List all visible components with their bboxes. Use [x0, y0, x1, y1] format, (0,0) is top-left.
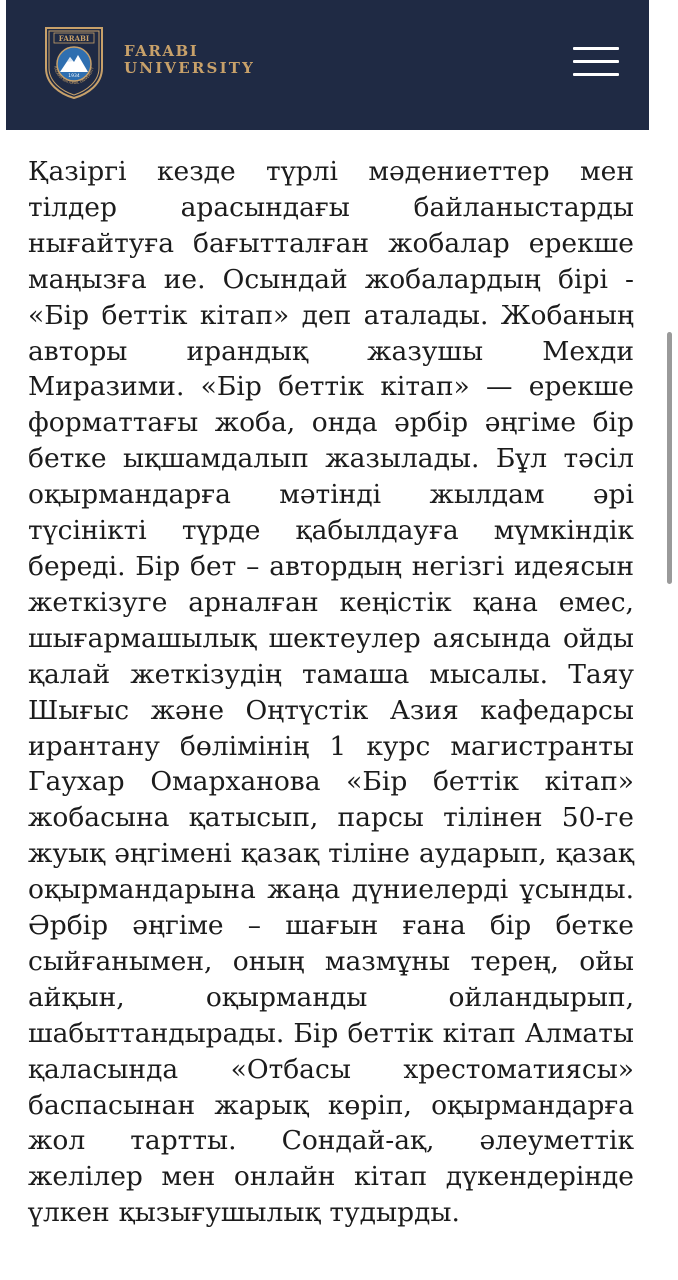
- brand-name[interactable]: [124, 43, 255, 77]
- menu-bar-top: [573, 47, 619, 50]
- brand-line-2: UNIVERSITY: [124, 59, 256, 77]
- menu-bar-middle: [573, 60, 619, 63]
- logo-top-text: FARABI: [58, 34, 90, 43]
- scrollbar-thumb[interactable]: [667, 332, 672, 584]
- brand-line-1: FARABI: [124, 42, 199, 60]
- logo-year: 1934: [68, 74, 80, 79]
- article-body: Қазіргі кезде түрлі мәдениеттер мен тілдер арасындағы байланыстарды нығайтуға бағытталған жобалар ерекше маңызға ие. Осындай жобалардың бірі - «Бір беттік кітап» деп аталады. Жобаның авторы ирандық жазушы Мехди Миразими. «Бір беттік кітап» — ерекше форматтағы жоба, онда әрбір әңгіме бір бетке ықшамдалып жазылады. Бұл тәсіл оқырмандарға мәтінді жылдам әрі түсінікті түрде қабылдауға мүмкіндік береді. Бір бет – автордың негізгі идеясын жеткізуге арналған кеңістік қана емес, шығармашылық шектеулер аясында ойды қалай жеткізудің тамаша мысалы. Таяу Шығыс және Оңтүстік Азия кафедарсы ирантану бөлімінің 1 курс магистранты Гаухар Омарханова «Бір беттік кітап» жобасына қатысып, парсы тілінен 50-ге жуық әңгімені қазақ тіліне аударып, қазақ оқырмандарына жаңа дүниелерді ұсынды. Әрбір әңгіме – шағын ғана бір бетке сыйғанымен, оның мазмұны терең, ойы айқын, оқырманды ойландырып, шабыттандырады. Бір беттік кітап Алматы қаласында «Отбасы хрестоматиясы» баспасынан жарық көріп, оқырмандарға жол тартты. Сондай-ақ, әлеуметтік желілер мен онлайн кітап дүкендерінде үлкен қызығушылық тудырды.: [28, 156, 634, 1229]
- hamburger-menu-icon[interactable]: [573, 45, 619, 79]
- logo-ring-text: KAZAKH NATIONAL UNIVERSITY: [53, 65, 95, 86]
- site-header: [6, 0, 649, 130]
- farabi-university-logo[interactable]: [40, 24, 108, 100]
- menu-bar-bottom: [573, 73, 619, 76]
